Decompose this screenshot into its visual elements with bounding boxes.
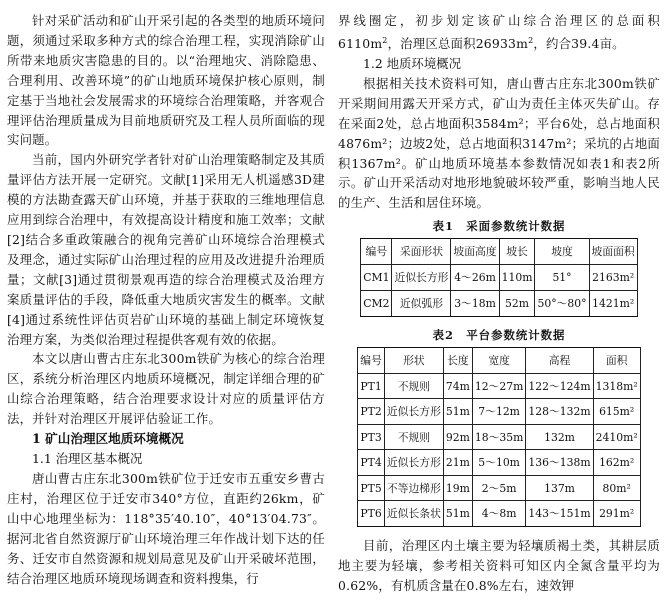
- table-header: 坡面高度: [451, 239, 499, 265]
- table-header: 长度: [443, 348, 472, 374]
- table-cell: 1318m²: [593, 373, 640, 399]
- table-cell: CM1: [361, 265, 392, 291]
- table-cell: PT1: [358, 373, 385, 399]
- table-cell: 92m: [443, 424, 472, 450]
- section-1-1-heading: 1.1 治理区基本概况: [32, 451, 143, 467]
- table-cell: 不规则: [384, 373, 443, 399]
- table-cell: 4～26m: [451, 265, 499, 291]
- table-cell: 7～12m: [472, 399, 526, 425]
- table-cell: 52m: [499, 291, 535, 317]
- table-cell: 近似长方形: [392, 265, 451, 291]
- table-cell: PT5: [358, 475, 385, 501]
- table-row: [358, 450, 640, 476]
- table-cell: 162m²: [593, 450, 640, 476]
- table-cell: 1421m²: [589, 291, 637, 317]
- table-cell: 近似长方形: [384, 399, 443, 425]
- table-cell: PT6: [358, 501, 385, 527]
- table-cell: PT2: [358, 399, 385, 425]
- table-row: [358, 501, 640, 527]
- table-row: [361, 291, 637, 317]
- table-cell: 132m: [526, 424, 593, 450]
- table-header: 宽度: [472, 348, 526, 374]
- superscript-2: 2: [382, 35, 388, 45]
- area-text-a: 界线圈定，初步划定该矿山综合治理区的总面积6110m: [338, 13, 660, 52]
- table-cell: CM2: [361, 291, 392, 317]
- area-overview-paragraph: 唐山曹古庄东北300m铁矿位于迁安市五重安乡曹古庄村，治理区位于迁安市340°方位，直距约26km，矿山中心地理坐标为：118°35′40.10″，40°13′04.73″。据河北省自然资源厅矿山环境治理三年作战计划下达的任务、迁安市自然资源和规划局意见及矿山开采破坏范围，结合治理区地质环境现场调查和资料搜集，行: [7, 471, 325, 586]
- geo-environment-paragraph: 根据相关技术资料可知，唐山曹古庄东北300m铁矿开采期间用露天开采方式，矿山为责任主体灭失矿山。存在采面2处，总占地面积3584m²；平台6处，总占地面积4876m²；边坡2处，总占地面积3147m²；采坑的占地面积1367m²。矿山地质环境基本参数情况如表1和表2所示。矿山开采活动对地形地貌破坏较严重，影响当地人民的生产、生活和居住环境。: [338, 75, 660, 211]
- aim-paragraph: 本文以唐山曹古庄东北300m铁矿为核心的综合治理区，系统分析治理区内地质环境概况，制定详细合理的矿山综合治理策略，结合治理要求设计对应的质量评估方法，并针对治理区开展评估验证工作。: [7, 351, 325, 427]
- table-cell: 18～35m: [472, 424, 526, 450]
- table-header: 采面形状: [392, 239, 451, 265]
- table-cell: 110m: [499, 265, 535, 291]
- table-row: [361, 265, 637, 291]
- left-column: [7, 0, 325, 588]
- table-header: 高程: [526, 348, 593, 374]
- table-cell: 51m: [443, 501, 472, 527]
- table-cell: PT4: [358, 450, 385, 476]
- table-2-caption: 表2 平台参数统计数据: [432, 328, 566, 343]
- table-header: 坡度: [535, 239, 589, 265]
- table-row: [358, 424, 640, 450]
- section-1-heading: 1 矿山治理区地质环境概况: [32, 431, 184, 447]
- table-cell: 128～132m: [526, 399, 593, 425]
- table-cell: 19m: [443, 475, 472, 501]
- table-cell: 2410m²: [593, 424, 640, 450]
- table-cell: 122～124m: [526, 373, 593, 399]
- table-cell: 291m²: [593, 501, 640, 527]
- table-cell: 2163m²: [589, 265, 637, 291]
- table-cell: 74m: [443, 373, 472, 399]
- section-1-2-heading: 1.2 地质环境概况: [363, 55, 461, 71]
- soil-paragraph: 目前，治理区内土壤主要为轻壤质褐土类，其耕层质地主要为轻壤，参考相关资料可知区内全氮含量平均为0.62%，有机质含量在0.8%左右，速效钾: [338, 537, 660, 593]
- table-cell: 近似长条状: [384, 501, 443, 527]
- table-cell: 51°: [535, 265, 589, 291]
- table-1-caption: 表1 采面参数统计数据: [432, 219, 566, 234]
- table-cell: 不规则: [384, 424, 443, 450]
- table-row: [358, 475, 640, 501]
- table-2: [357, 347, 640, 527]
- table-header: 坡长: [499, 239, 535, 265]
- table-cell: 2～5m: [472, 475, 526, 501]
- table-header: 形状: [384, 348, 443, 374]
- table-header: 编号: [361, 239, 392, 265]
- right-column: [338, 0, 660, 596]
- table-cell: 5～10m: [472, 450, 526, 476]
- table-cell: 143～151m: [526, 501, 593, 527]
- table-cell: 不等边梯形: [384, 475, 443, 501]
- superscript-2b: 2: [528, 35, 534, 45]
- table-cell: PT3: [358, 424, 385, 450]
- table-cell: 50°～80°: [535, 291, 589, 317]
- intro-paragraph: 针对采矿活动和矿山开采引起的各类型的地质环境问题，须通过采取多种方式的综合治理工程，实现消除矿山所带来地质灾害隐患的目的。以“治理地灾、消除隐患、合理利用、改善环境”的矿山地质环境保护核心原则，制定基于当地社会发展需求的环境综合治理策略，并客观合理评估治理质量成为目前地质研究及工程人员所面临的现实问题。: [7, 13, 325, 148]
- table-cell: 137m: [526, 475, 593, 501]
- literature-paragraph: 当前，国内外研究学者针对矿山治理策略制定及其质量评估方法开展一定研究。文献[1]采用无人机遥感3D建模的方法勘查露天矿山环境，并基于获取的三维地理信息应用到综合治理中，有效提高设计精度和施工效率；文献[2]结合多重政策融合的视角完善矿山环境综合治理模式及理念，通过实际矿山治理过程的应用及改进提升治理质量；文献[3]通过贯彻景观再造的综合治理模式及治理方案质量评估的手段，降低重大地质灾害发生的概率。文献[4]通过系统性评估页岩矿山环境的基础上制定环境恢复治理方案，为类似治理过程提供客观有效的依据。: [7, 152, 325, 347]
- table-header: 坡面面积: [589, 239, 637, 265]
- table-cell: 80m²: [593, 475, 640, 501]
- table-cell: 12～27m: [472, 373, 526, 399]
- table-cell: 51m: [443, 399, 472, 425]
- table-header: 面积: [593, 348, 640, 374]
- table-cell: 21m: [443, 450, 472, 476]
- table-row: [358, 399, 640, 425]
- area-text-b: ，治理区总面积26933m: [387, 36, 529, 52]
- table-cell: 136～138m: [526, 450, 593, 476]
- table-header: 编号: [358, 348, 385, 374]
- table-1: [360, 238, 637, 317]
- table-cell: 3～18m: [451, 291, 499, 317]
- table-cell: 近似长方形: [384, 450, 443, 476]
- table-cell: 近似弧形: [392, 291, 451, 317]
- table-cell: 615m²: [593, 399, 640, 425]
- table-cell: 4～8m: [472, 501, 526, 527]
- area-text-c: ，约合39.4亩。: [533, 36, 625, 52]
- area-continuation-paragraph: [338, 11, 660, 54]
- table-row: [358, 373, 640, 399]
